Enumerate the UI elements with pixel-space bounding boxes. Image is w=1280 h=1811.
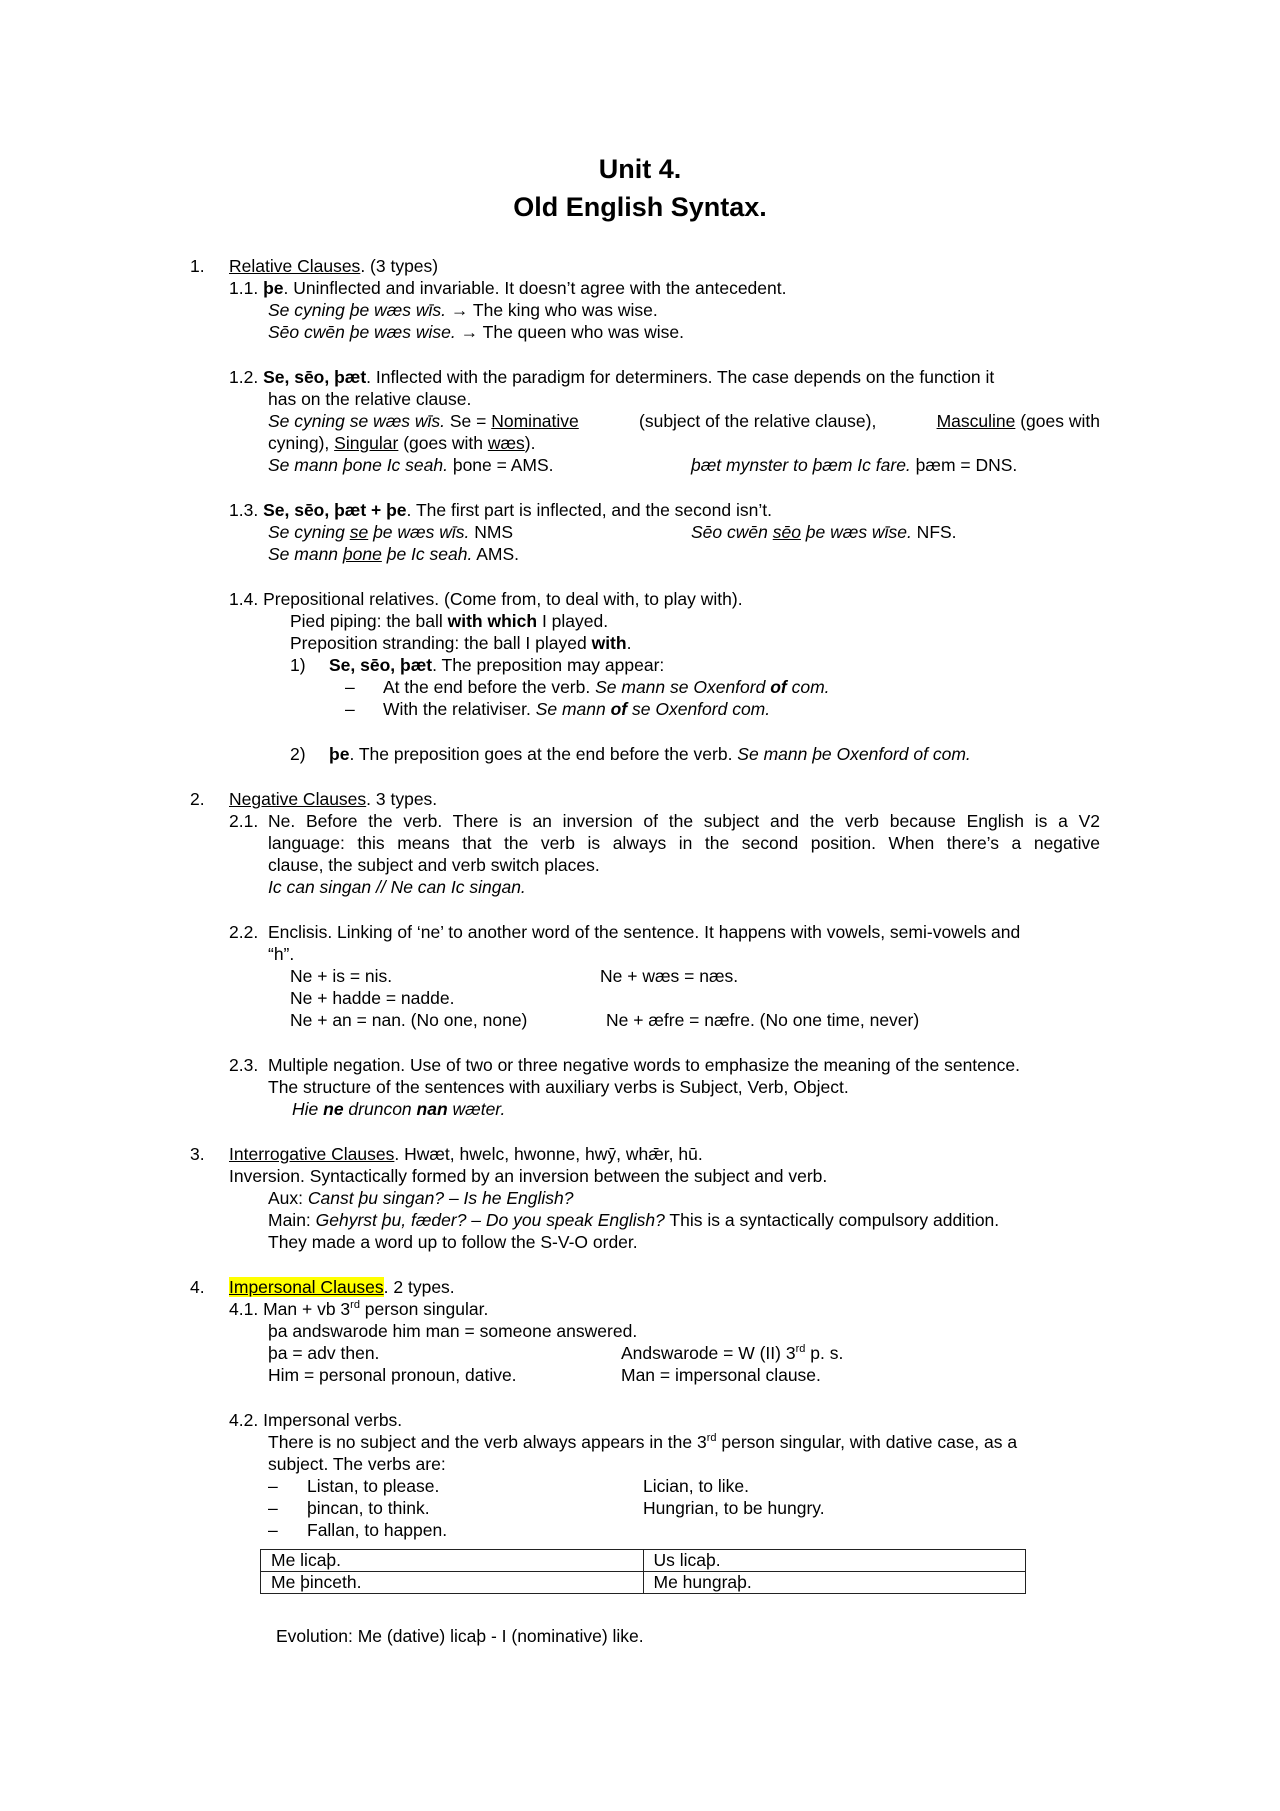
t: of: [770, 677, 787, 697]
t: There is no subject and the verb always appears in the 3: [268, 1432, 707, 1452]
nominative: Nominative: [491, 411, 579, 431]
aux-example: [268, 1187, 573, 1209]
example: [268, 543, 519, 565]
t: se: [349, 522, 369, 542]
text-cont: has on the relative clause.: [268, 389, 472, 409]
dash-bullet: –: [268, 1498, 278, 1518]
t: with which: [447, 611, 538, 631]
t: þe wæs wīse.: [800, 522, 912, 542]
t: Se, sēo, þæt: [329, 655, 433, 675]
list-number: 1): [290, 655, 306, 675]
example: Ne + wæs = næs.: [600, 966, 739, 986]
text: . Inflected with the paradigm for determiners. The case depends on the function it: [366, 367, 995, 387]
list-subitem: [383, 676, 830, 698]
t: I played.: [537, 611, 609, 631]
t: AMS.: [472, 544, 520, 564]
subsection-2-1-text: clause, the subject and verb switch places.: [268, 855, 600, 875]
t: com.: [786, 677, 830, 697]
example-gloss: þæm = DNS.: [910, 455, 1018, 475]
example: Him = personal pronoun, dative.: [268, 1365, 517, 1385]
num: 4.1.: [229, 1299, 259, 1319]
table-cell: Me licaþ.: [261, 1550, 644, 1572]
section-4-number: 4.: [190, 1277, 205, 1297]
heading-text: Negative Clauses: [229, 789, 367, 809]
t: Se =: [445, 411, 492, 431]
subsection-2-1-num: 2.1.: [229, 811, 259, 831]
heading-text: Interrogative Clauses: [229, 1144, 395, 1164]
example: þa andswarode him man = someone answered.: [268, 1321, 638, 1341]
t: Impersonal verbs.: [263, 1410, 403, 1430]
t: NMS: [469, 522, 514, 542]
example-oe: Se mann þone Ic seah.: [268, 455, 448, 475]
verb-item: Hungrian, to be hungry.: [643, 1498, 825, 1518]
verb-item: Listan, to please.: [307, 1476, 440, 1496]
t: Aux:: [268, 1188, 308, 1208]
preposition-stranding: [290, 632, 631, 654]
t: .: [626, 633, 632, 653]
subsection-1-4: [229, 588, 743, 610]
table-cell: Me hungraþ.: [643, 1572, 1026, 1594]
example-oe: Se cyning þe wæs wīs.: [268, 300, 446, 320]
t: Gehyrst þu, fæder? – Do you speak English?: [315, 1210, 665, 1230]
example: Ne + is = nis.: [290, 966, 393, 986]
t: This is a syntactically compulsory addition.: [664, 1210, 1000, 1230]
dash-bullet: –: [345, 699, 355, 719]
section-1-heading: [229, 255, 438, 277]
list-subitem: [383, 698, 770, 720]
t: (subject of the relative clause),: [634, 411, 882, 431]
heading-text: Relative Clauses: [229, 256, 361, 276]
t: . The preposition may appear:: [432, 655, 665, 675]
subsection-4-1: [229, 1298, 488, 1320]
subsection-4-2-text: [268, 1431, 1017, 1453]
key-term: þe: [263, 278, 284, 298]
t: Se mann: [535, 699, 611, 719]
t: druncon: [343, 1099, 417, 1119]
example: þa = adv then.: [268, 1343, 380, 1363]
list-number: 2): [290, 744, 306, 764]
subsection-2-3-text: The structure of the sentences with auxiliary verbs is Subject, Verb, Object.: [268, 1077, 849, 1097]
heading-rest: . 3 types.: [366, 789, 438, 809]
num: 1.3.: [229, 500, 259, 520]
t: Man + vb 3: [263, 1299, 351, 1319]
example: [268, 410, 1100, 432]
section-3-text: Inversion. Syntactically formed by an inversion between the subject and verb.: [229, 1166, 828, 1186]
verb-item: Fallan, to happen.: [307, 1520, 448, 1540]
t: person singular, with dative case, as a: [716, 1432, 1018, 1452]
example: Ne + æfre = næfre. (No one time, never): [606, 1010, 920, 1030]
t: of: [610, 699, 628, 719]
t: þe: [329, 744, 350, 764]
t: þe wæs wīs.: [368, 522, 470, 542]
t: Sēo cwēn: [691, 522, 773, 542]
heading-rest: . Hwæt, hwelc, hwonne, hwȳ, whǣr, hū.: [394, 1144, 703, 1164]
num: 1.2.: [229, 367, 259, 387]
example-oe: Sēo cwēn þe wæs wise.: [268, 322, 456, 342]
t: At the end before the verb.: [383, 677, 596, 697]
t: wæter.: [447, 1099, 506, 1119]
section-2-heading: [229, 788, 437, 810]
t: With the relativiser.: [383, 699, 536, 719]
subsection-1-3: [229, 499, 772, 521]
table-cell: Me þinceth.: [261, 1572, 644, 1594]
section-1-number: 1.: [190, 256, 205, 276]
subsection-4-2-text: subject. The verbs are:: [268, 1454, 446, 1474]
example-oe: þæt mynster to þæm Ic fare.: [691, 455, 911, 475]
example: [621, 1342, 843, 1364]
t: Se mann þe Oxenford of com.: [737, 744, 971, 764]
subsection-2-3-text: Multiple negation. Use of two or three negative words to emphasize the meaning of the sentence.: [268, 1055, 1020, 1075]
t: Hie: [292, 1099, 324, 1119]
subsection-2-2-text: Enclisis. Linking of ‘ne’ to another word of the sentence. It happens with vowels, semi-vowels and: [268, 922, 1021, 942]
num: 1.4.: [229, 589, 259, 609]
section-3-number: 3.: [190, 1144, 205, 1164]
title-unit: Unit 4.: [598, 154, 682, 184]
t: nan: [416, 1099, 448, 1119]
t: person singular.: [359, 1299, 489, 1319]
example: [268, 454, 554, 476]
dash-bullet: –: [268, 1476, 278, 1496]
num: 1.1.: [229, 278, 259, 298]
highlighted-heading: Impersonal Clauses: [229, 1277, 384, 1297]
subsection-4-2: [229, 1409, 402, 1431]
example-gloss: → The queen who was wise.: [455, 322, 685, 342]
t: ne: [323, 1099, 344, 1119]
example-gloss: þone = AMS.: [447, 455, 554, 475]
dash-bullet: –: [345, 677, 355, 697]
verb-item: Lician, to like.: [643, 1476, 750, 1496]
pied-piping: [290, 610, 608, 632]
example-oe: Se cyning se wæs wīs.: [268, 411, 446, 431]
example: Ic can singan // Ne can Ic singan.: [268, 877, 526, 897]
example: [268, 299, 658, 321]
text: Prepositional relatives. (Come from, to deal with, to play with).: [263, 589, 743, 609]
title-topic: Old English Syntax.: [513, 192, 767, 222]
example: Ne + hadde = nadde.: [290, 988, 455, 1008]
heading-rest: . 2 types.: [383, 1277, 455, 1297]
example-gloss: → The king who was wise.: [446, 300, 658, 320]
example: [691, 454, 1017, 476]
example: Ne + an = nan. (No one, none): [290, 1010, 528, 1030]
section-4-heading: [229, 1276, 455, 1298]
subsection-2-3-num: 2.3.: [229, 1055, 259, 1075]
t: NFS.: [911, 522, 957, 542]
example: [292, 1098, 505, 1120]
subsection-2-2-num: 2.2.: [229, 922, 259, 942]
t: Pied piping: the ball: [290, 611, 448, 631]
text: . Uninflected and invariable. It doesn’t agree with the antecedent.: [283, 278, 787, 298]
key-term: Se, sēo, þæt: [263, 367, 367, 387]
example: Man = impersonal clause.: [621, 1365, 821, 1385]
t: ).: [524, 433, 536, 453]
t: (goes with: [398, 433, 488, 453]
t: rd: [706, 1432, 717, 1445]
impersonal-verbs-table: [260, 1549, 1026, 1594]
t: þone: [342, 544, 382, 564]
example: [691, 521, 957, 543]
subsection-1-1: [229, 277, 786, 299]
evolution-note: Evolution: Me (dative) licaþ - I (nominative) like.: [276, 1626, 644, 1646]
example: [268, 521, 513, 543]
t: (goes with: [1015, 411, 1100, 431]
list-item: [329, 743, 971, 765]
t: rd: [350, 1299, 360, 1312]
section-3-text: They made a word up to follow the S-V-O order.: [268, 1232, 638, 1252]
t: sēo: [772, 522, 801, 542]
t: Se mann se Oxenford: [595, 677, 771, 697]
waes: wæs: [487, 433, 525, 453]
t: . The preposition goes at the end before the verb.: [349, 744, 738, 764]
section-2-number: 2.: [190, 789, 205, 809]
example: [268, 321, 684, 343]
t: Se mann: [268, 544, 343, 564]
t: with: [591, 633, 627, 653]
t: rd: [795, 1343, 806, 1356]
key-term: Se, sēo, þæt + þe: [263, 500, 407, 520]
heading-rest: . (3 types): [360, 256, 439, 276]
subsection-2-1-text: Ne. Before the verb. There is an inversion of the subject and the verb because English is a V2: [268, 811, 1100, 831]
t: se Oxenford com.: [627, 699, 771, 719]
dash-bullet: –: [268, 1520, 278, 1540]
t: Andswarode = W (II) 3: [621, 1343, 796, 1363]
verb-item: þincan, to think.: [307, 1498, 430, 1518]
t: cyning),: [268, 433, 335, 453]
subsection-2-1-text: language: this means that the verb is always in the second position. When there’s a negative: [268, 833, 1100, 853]
masculine: Masculine: [936, 411, 1016, 431]
main-example: [268, 1209, 999, 1231]
table-cell: Us licaþ.: [643, 1550, 1026, 1572]
t: Se cyning: [268, 522, 350, 542]
text: . The first part is inflected, and the second isn’t.: [406, 500, 772, 520]
list-item: [329, 654, 664, 676]
num: 4.2.: [229, 1410, 259, 1430]
t: Main:: [268, 1210, 316, 1230]
t: Canst þu singan? – Is he English?: [307, 1188, 574, 1208]
t: þe Ic seah.: [381, 544, 473, 564]
table-row: [261, 1550, 1026, 1572]
subsection-1-2: [229, 366, 994, 388]
section-3-heading: [229, 1143, 703, 1165]
table-row: [261, 1572, 1026, 1594]
singular: Singular: [334, 433, 399, 453]
t: Preposition stranding: the ball I played: [290, 633, 592, 653]
subsection-2-2-text: “h”.: [268, 944, 295, 964]
example-cont: [268, 432, 536, 454]
t: p. s.: [805, 1343, 844, 1363]
